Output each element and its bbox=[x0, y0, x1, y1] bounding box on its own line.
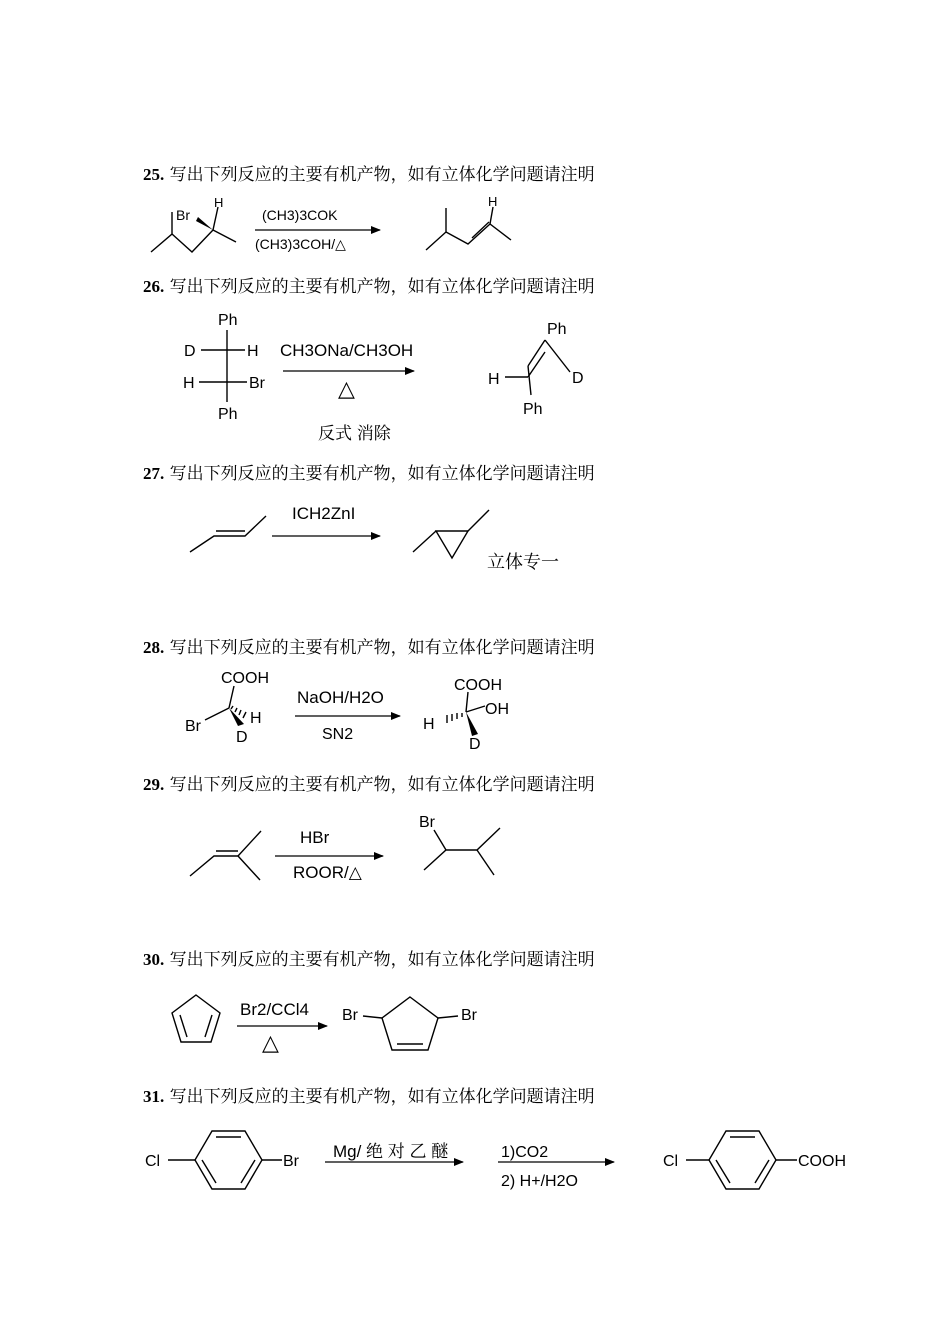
cyclopentene-ring bbox=[382, 997, 438, 1050]
atom-label: Br bbox=[419, 814, 435, 831]
bond bbox=[363, 1016, 382, 1018]
atom-label: Ph bbox=[218, 406, 238, 423]
bond bbox=[528, 366, 531, 395]
question-number: 30. bbox=[143, 950, 165, 969]
question-prompt: 写出下列反应的主要有机产物，如有立体化学问题请注明 bbox=[169, 638, 595, 658]
reaction-25 bbox=[151, 194, 511, 252]
reaction-28 bbox=[185, 670, 509, 753]
double-bond bbox=[755, 1160, 769, 1183]
reagent-bottom: ROOR/△ bbox=[293, 863, 362, 882]
wedge-bond bbox=[229, 708, 244, 726]
atom-label: Ph bbox=[218, 312, 238, 329]
question-number: 29. bbox=[143, 775, 165, 794]
cyclopentadiene-ring bbox=[172, 995, 220, 1042]
question-prompt: 写出下列反应的主要有机产物，如有立体化学问题请注明 bbox=[169, 775, 595, 795]
benzene-ring bbox=[195, 1131, 262, 1189]
hash-bond bbox=[447, 713, 462, 723]
benzene-ring bbox=[709, 1131, 776, 1189]
double-bond bbox=[528, 352, 545, 377]
atom-label: H bbox=[250, 710, 262, 727]
atom-label: Br bbox=[283, 1153, 299, 1170]
wedge-bond bbox=[196, 217, 213, 230]
question-prompt: 写出下列反应的主要有机产物，如有立体化学问题请注明 bbox=[169, 277, 595, 297]
double-bond bbox=[180, 1015, 187, 1037]
atom-label: Br bbox=[342, 1007, 358, 1024]
atom-label: Ph bbox=[523, 401, 543, 418]
atom-label: Br bbox=[249, 375, 265, 392]
bond bbox=[490, 207, 493, 224]
bond bbox=[545, 340, 570, 372]
reagent-bottom: SN2 bbox=[322, 726, 354, 743]
atom-label: COOH bbox=[798, 1153, 846, 1170]
reaction-note: 立体专一 bbox=[487, 552, 559, 572]
question-prompt: 写出下列反应的主要有机产物，如有立体化学问题请注明 bbox=[169, 1087, 595, 1107]
bond bbox=[213, 207, 218, 230]
bond bbox=[190, 516, 266, 552]
double-bond bbox=[241, 1160, 255, 1183]
atom-label: D bbox=[184, 343, 196, 360]
reagent-top: CH3ONa/CH3OH bbox=[280, 341, 414, 360]
atom-label: H bbox=[423, 716, 435, 733]
reaction-29 bbox=[190, 814, 500, 882]
atom-label: H bbox=[214, 195, 224, 210]
reagent-bottom: 2) H+/H2O bbox=[501, 1173, 578, 1190]
bond bbox=[151, 212, 172, 252]
bond bbox=[190, 856, 260, 880]
bond bbox=[446, 224, 511, 244]
reaction-26 bbox=[183, 312, 584, 443]
question-number: 27. bbox=[143, 464, 165, 483]
atom-label: D bbox=[469, 736, 481, 753]
atom-label: Br bbox=[176, 207, 190, 223]
reaction-27 bbox=[190, 504, 559, 572]
reagent-top: Mg/ 绝 对 乙 醚 bbox=[333, 1142, 449, 1161]
atom-label: Br bbox=[185, 718, 201, 735]
bond bbox=[424, 828, 500, 870]
double-bond bbox=[472, 222, 489, 238]
question-prompt: 写出下列反应的主要有机产物，如有立体化学问题请注明 bbox=[169, 165, 595, 185]
question-number: 25. bbox=[143, 165, 165, 184]
atom-label: Br bbox=[461, 1007, 477, 1024]
bond bbox=[528, 340, 545, 366]
wedge-bond bbox=[466, 712, 478, 736]
atom-label: Cl bbox=[663, 1153, 679, 1170]
reaction-note: 反式 消除 bbox=[318, 424, 391, 443]
question-number: 31. bbox=[143, 1087, 165, 1106]
atom-label: Cl bbox=[145, 1153, 161, 1170]
bond bbox=[229, 686, 234, 708]
question-prompt: 写出下列反应的主要有机产物，如有立体化学问题请注明 bbox=[169, 464, 595, 484]
cyclopropane-ring bbox=[436, 531, 468, 558]
atom-label: H bbox=[247, 343, 259, 360]
reagent-top: HBr bbox=[300, 828, 330, 847]
atom-label: D bbox=[236, 729, 248, 746]
atom-label: D bbox=[572, 370, 584, 387]
bond bbox=[434, 830, 446, 850]
bond bbox=[172, 230, 236, 252]
reagent-top: (CH3)3COK bbox=[262, 207, 338, 223]
bond bbox=[466, 706, 485, 712]
bond bbox=[426, 208, 446, 250]
reagent-top: 1)CO2 bbox=[501, 1144, 549, 1161]
bond bbox=[466, 692, 468, 712]
reagent-bottom: △ bbox=[338, 376, 355, 401]
question-prompt: 写出下列反应的主要有机产物，如有立体化学问题请注明 bbox=[169, 950, 595, 970]
reaction-31 bbox=[145, 1131, 846, 1190]
atom-label: Ph bbox=[547, 321, 567, 338]
reaction-30 bbox=[172, 995, 478, 1055]
bond bbox=[413, 531, 436, 552]
atom-label: COOH bbox=[454, 677, 502, 694]
bond bbox=[438, 1016, 458, 1018]
reagent-bottom: △ bbox=[262, 1030, 279, 1055]
reagent-top: NaOH/H2O bbox=[297, 688, 384, 707]
reagent-top: ICH2ZnI bbox=[292, 504, 356, 523]
atom-label: H bbox=[488, 194, 498, 209]
atom-label: OH bbox=[485, 701, 509, 718]
bond bbox=[468, 510, 489, 531]
atom-label: H bbox=[183, 375, 195, 392]
bond bbox=[238, 831, 261, 856]
double-bond bbox=[202, 1160, 216, 1183]
question-number: 26. bbox=[143, 277, 165, 296]
bond bbox=[477, 850, 494, 875]
reagent-top: Br2/CCl4 bbox=[240, 1000, 309, 1019]
question-number: 28. bbox=[143, 638, 165, 657]
atom-label: COOH bbox=[221, 670, 269, 687]
reagent-bottom: (CH3)3COH/△ bbox=[255, 236, 346, 252]
atom-label: H bbox=[488, 371, 500, 388]
double-bond bbox=[205, 1015, 212, 1037]
bond bbox=[205, 708, 229, 720]
double-bond bbox=[716, 1160, 730, 1183]
